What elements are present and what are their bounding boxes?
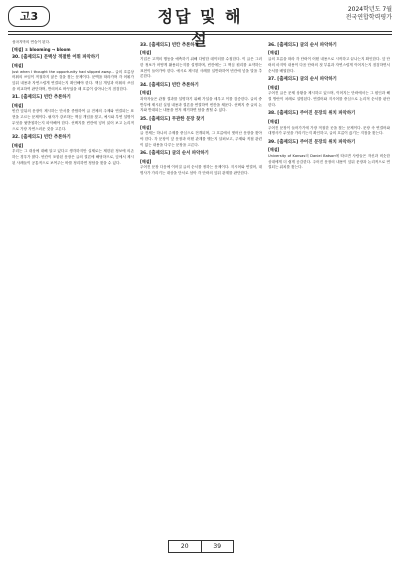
header-divider-thin (8, 34, 392, 35)
exam-info (346, 6, 392, 22)
question-37-text: 글의 흐름을 따라 각 단락이 어떤 내용으로 시작하고 끝나는지 확인한다. 앞 단락의 마지막 내용이 다음 단락의 첫 부분과 자연스럽게 이어지는지 점검하면서 순서를 배열한다. (268, 57, 390, 73)
question-37-title: 36. [출제의도] 글의 순서 파악하기 (268, 43, 337, 48)
question-35-title: 35. [출제의도] 무관한 문장 찾기 (140, 117, 205, 123)
question-30-text: Just when I thought the opportunity had slipped away... 글의 흐름상 어휘의 쓰임이 적절하지 않은 것을 찾는 문제이다. 문맥을 따라가며 각 어휘가 앞뒤 내용과 자연스럽게 연결되는지 확인해야 한다. 핵심 개념과 어휘의 쓰임을 비교하여 판단하며, 반의어로 바꾸었을 때 흐름이 살아나는지 점검한다. (12, 69, 134, 91)
question-31-title: 31. [출제의도] 빈칸 추론하기 (12, 95, 71, 101)
page-title: 정답 및 해설 (157, 7, 243, 49)
intro-text: 섬마지막의 연습이 된다. (12, 40, 51, 44)
question-32-text: 우리는 그 대상에 대해 알고 있다고 생각하지만 실제로는 제한된 정보에 의존하는 경우가 많다. 빈칸이 포함된 문장은 글의 결론에 해당하므로, 앞에서 제시된 사례들이 공통적으로 보여주는 바를 정리하면 정답을 찾을 수 있다. (12, 149, 134, 165)
question-32-title: 32. [출제의도] 빈칸 추론하기 (12, 135, 71, 141)
question-40-text: University of Kansas의 Daniel Batson에 따르면 사람들은 자신과 비슷한 상대에게 더 쉽게 공감한다. 주어진 문장의 내용이 앞뒤 문장과 논리적으로 연결되는 위치를 찾는다. (268, 154, 390, 170)
question-32-answer: [해설] (12, 142, 24, 148)
question-35-text: 글 전체는 하나의 주제를 중심으로 전개되며, 그 흐름에서 벗어난 문장을 찾아야 한다. 각 문장이 앞 문장과 어떤 관계를 맺는지 살펴보고, 주제와 직접 관련이 없는 내용을 다루는 문장을 고른다. (140, 131, 262, 147)
question-34-text: 과학자들은 관찰 결과를 설명하기 위해 가설을 세우고 이를 검증한다. 글의 중반부에 제시된 실험 내용과 결론을 연결하여 빈칸을 채운다. 선택지 중 글의 논지와 반대되는 내용을 먼저 제거하면 답을 좁힐 수 있다. (140, 97, 262, 113)
header-divider (8, 31, 392, 32)
column-middle (140, 40, 262, 528)
question-39-text: 주어진 문장이 들어가기에 가장 적절한 곳을 찾는 문제이다. 문장 속 연결어와 대명사가 무엇을 가리키는지 확인하고, 글의 흐름이 끊기는 지점을 찾는다. (268, 125, 390, 136)
question-31-answer: [해설] (12, 102, 24, 108)
page-numbers (168, 540, 234, 553)
grade-badge: 고3 (8, 6, 50, 27)
question-33-title: 33. [출제의도] 빈칸 추론하기 (140, 43, 199, 48)
question-34-title: 34. [출제의도] 빈칸 추론하기 (140, 82, 199, 88)
page-number-right: 39 (201, 541, 234, 552)
question-38-text: 주어진 글은 문제 상황을 제시하고 있으며, 이어지는 단락에서는 그 원인과 해결 방안이 차례로 설명된다. 연결어와 지시어를 중심으로 논리적 순서를 판단한다. (268, 91, 390, 107)
question-36-title: 36. [출제의도] 글의 순서 파악하기 (140, 151, 209, 157)
question-36-answer: [해설] (140, 158, 152, 164)
page-number-left: 20 (180, 543, 189, 550)
question-33-answer: [해설] (140, 50, 152, 56)
question-31-text: 빈칸 앞뒤의 문장이 제시하는 단서를 종합하여 글 전체의 주제와 연결되는 표현을 고르는 문제이다. 필자가 강조하는 핵심 개념을 찾고, 예시와 부연 설명이 무엇을 뒷받침하는지 파악해야 한다. 선택지를 빈칸에 넣어 읽어 보고 논리적으로 가장 자연스러운 것을 고른다. (12, 109, 134, 131)
column-left (12, 40, 134, 528)
question-30-title: 30. [출제의도] 문맥상 적절한 어휘 파악하기 (12, 55, 100, 61)
question-40-answer: [해설] (268, 147, 280, 153)
question-33-text: 기업은 고객의 행동을 예측하기 위해 다양한 데이터를 수집한다. 이 글은 그러한 정보가 어떻게 활용되는지를 설명하며, 빈칸에는 그 핵심 원리를 요약하는 표현이 들어가야 한다. 예시로 제시된 사례를 일반화하여 빈칸에 넣을 말을 추론한다. (140, 57, 262, 79)
question-40-title: 39. [출제의도] 주어진 문장의 위치 파악하기 (268, 139, 356, 145)
intro-answer: [해설] ① blooming → bloom (12, 46, 71, 52)
question-37-answer: [해설] (268, 50, 280, 56)
question-39-answer: [해설] (268, 118, 280, 124)
column-right (268, 40, 390, 528)
question-38-title: 37. [출제의도] 글의 순서 파악하기 (268, 77, 337, 83)
question-39-title: 38. [출제의도] 주어진 문장의 위치 파악하기 (268, 111, 356, 117)
question-38-answer: [해설] (268, 84, 280, 90)
exam-year: 2024학년도 7월 (347, 6, 392, 13)
question-35-answer: [해설] (140, 124, 152, 130)
exam-name: 전국연합학력평가 (345, 14, 392, 21)
question-36-text: 주어진 문장 다음에 이어질 글의 순서를 정하는 문제이다. 지시어와 연결어, 대명사가 가리키는 대상을 단서로 삼아 각 단락의 앞뒤 관계를 판단한다. (140, 165, 262, 176)
question-30-answer: [해설] (12, 62, 24, 68)
question-34-answer: [해설] (140, 90, 152, 96)
page-footer (0, 538, 400, 558)
